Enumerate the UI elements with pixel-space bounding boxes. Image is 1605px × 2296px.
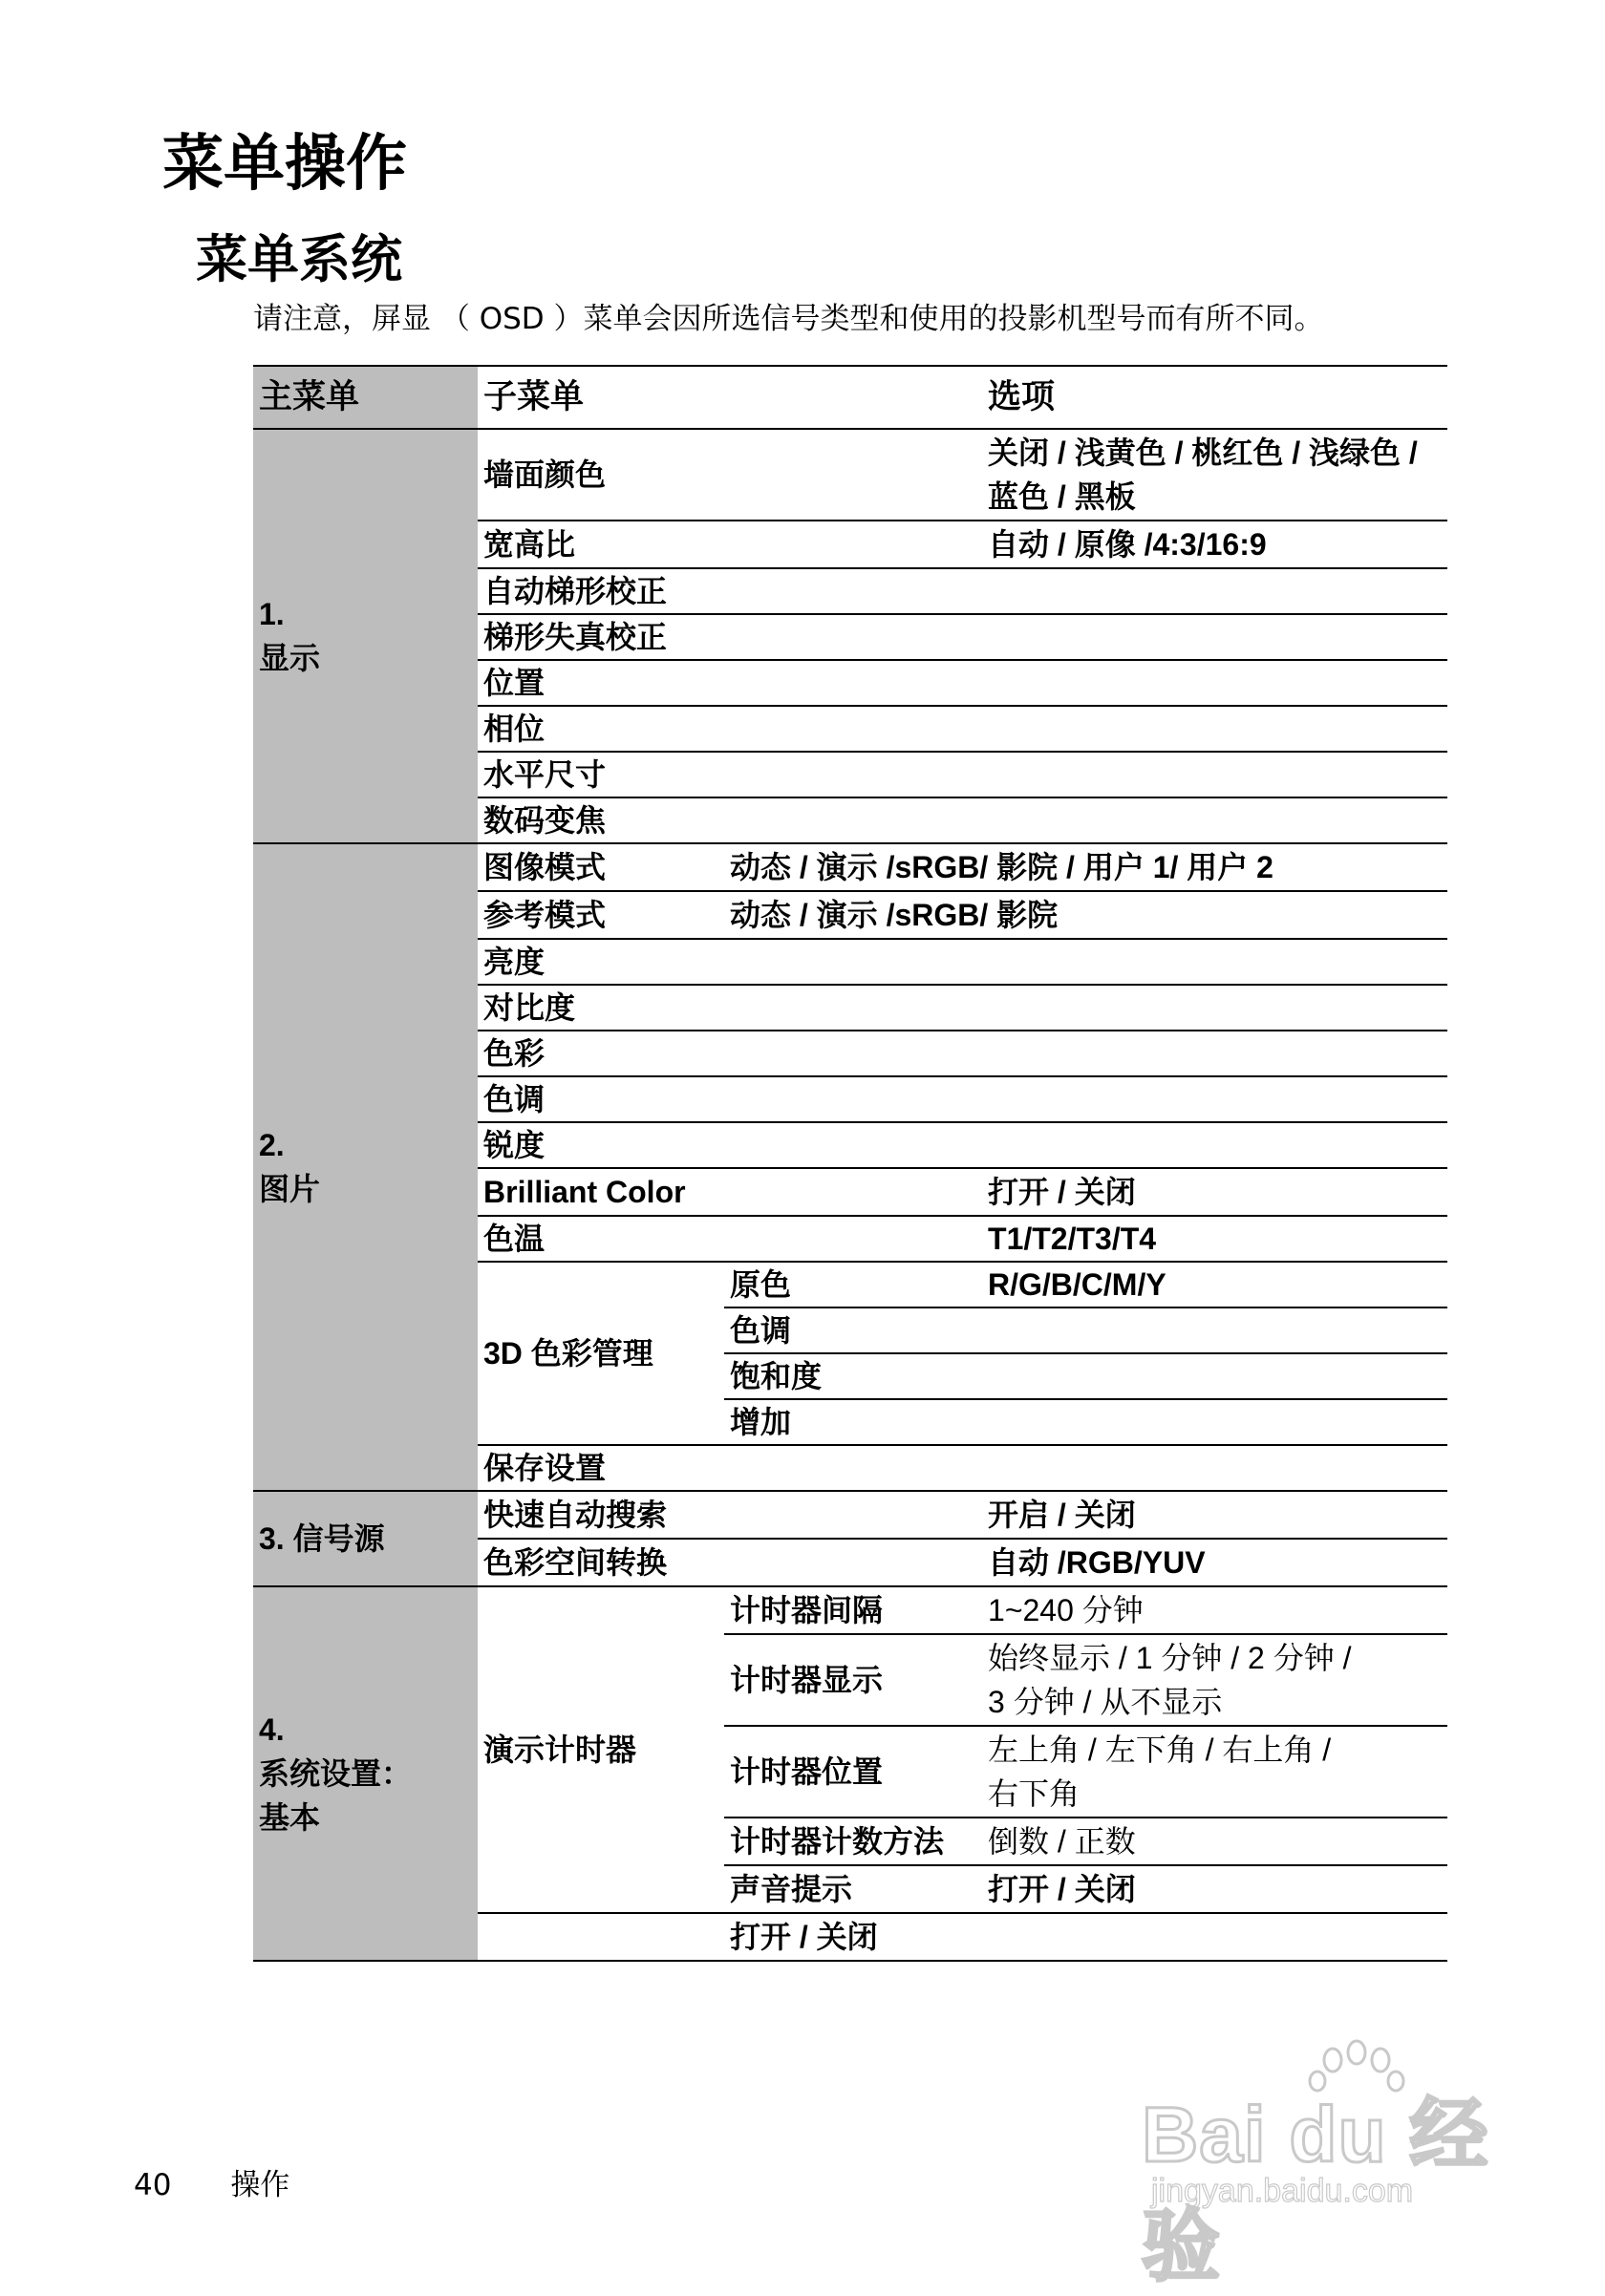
sub-quick-search: 快速自动搜索 [478,1491,982,1539]
sub-auto-keystone: 自动梯形校正 [478,568,1447,614]
footer-section: 操作 [230,2168,290,2202]
options-timer-count: 倒数 / 正数 [982,1818,1447,1865]
sub-h-size: 水平尺寸 [478,752,1447,797]
header-main: 主菜单 [253,366,478,429]
table-row [253,429,1447,521]
sub-primary-color: 原色 [724,1262,982,1307]
note-text: 请注意，屏显 （ OSD ）菜单会因所选信号类型和使用的投影机型号而有所不同。 [253,302,1324,336]
options-wall-color: 关闭 / 浅黄色 / 桃红色 / 浅绿色 / 蓝色 / 黑板 [982,429,1447,521]
sub-saturation: 饱和度 [724,1353,982,1399]
options-sound-reminder: 打开 / 关闭 [982,1865,1447,1913]
sub-sound-reminder: 声音提示 [724,1865,982,1913]
sub-timer-display: 计时器显示 [724,1634,982,1726]
main-menu-display: 1. 显示 [253,429,478,843]
sub-position: 位置 [478,660,1447,706]
table-row [253,843,1447,891]
main-menu-source: 3. 信号源 [253,1491,478,1586]
sub-timer-interval: 计时器间隔 [724,1586,982,1634]
sub-timer-position: 计时器位置 [724,1726,982,1818]
sub-ref-mode: 参考模式 [478,891,724,939]
sub-zoom: 数码变焦 [478,797,1447,843]
options-color-space: 自动 /RGB/YUV [982,1539,1447,1586]
options-quick-search: 开启 / 关闭 [982,1491,1447,1539]
options-primary-color: R/G/B/C/M/Y [982,1262,1447,1307]
page-number: 40 [134,2168,172,2202]
options-aspect: 自动 / 原像 /4:3/16:9 [982,521,1447,568]
sub-color-temp: 色温 [478,1216,982,1262]
sub-sharpness: 锐度 [478,1122,1447,1168]
sub-aspect: 宽高比 [478,521,982,568]
page-footer [134,2160,289,2203]
sub-save-settings: 保存设置 [478,1445,1447,1491]
sub-3d-color-management: 3D 色彩管理 [478,1262,724,1445]
sub-brilliant-color: Brilliant Color [478,1168,982,1216]
table-header-row [253,366,1447,429]
table-row [253,1491,1447,1539]
options-timer-position: 左上角 / 左下角 / 右上角 / 右下角 [982,1726,1447,1818]
sub-keystone: 梯形失真校正 [478,614,1447,660]
options-picture-mode: 动态 / 演示 /sRGB/ 影院 / 用户 1/ 用户 2 [724,843,1447,891]
main-menu-system: 4. 系统设置： 基本 [253,1586,478,1961]
options-timer-onoff: 打开 / 关闭 [724,1913,1447,1961]
baidu-watermark [1142,2039,1543,2290]
sub-tint: 色调 [478,1076,1447,1122]
options-color-temp: T1/T2/T3/T4 [982,1216,1447,1262]
watermark-brand: Bai du 经验 [1142,2092,1489,2290]
table-row [253,1586,1447,1634]
sub-phase: 相位 [478,706,1447,752]
sub-gain: 增加 [724,1399,982,1445]
header-sub: 子菜单 [478,366,982,429]
sub-contrast: 对比度 [478,985,1447,1031]
main-menu-picture: 2. 图片 [253,843,478,1491]
menu-table [253,365,1447,1962]
watermark-url: jingyan.baidu.com [1151,2173,1414,2209]
options-timer-display: 始终显示 / 1 分钟 / 2 分钟 / 3 分钟 / 从不显示 [982,1634,1447,1726]
sub-color: 色彩 [478,1031,1447,1076]
sub-timer-count: 计时器计数方法 [724,1818,982,1865]
sub-wall-color: 墙面颜色 [478,429,982,521]
options-timer-interval: 1~240 分钟 [982,1586,1447,1634]
section-title: 菜单系统 [196,229,402,289]
sub-presentation-timer: 演示计时器 [478,1586,724,1913]
sub-picture-mode: 图像模式 [478,843,724,891]
options-brilliant-color: 打开 / 关闭 [982,1168,1447,1216]
options-ref-mode: 动态 / 演示 /sRGB/ 影院 [724,891,1447,939]
sub-color-space: 色彩空间转换 [478,1539,982,1586]
sub-brightness: 亮度 [478,939,1447,985]
header-options: 选项 [982,366,1447,429]
sub-hue: 色调 [724,1307,982,1353]
page-title: 菜单操作 [162,129,407,200]
